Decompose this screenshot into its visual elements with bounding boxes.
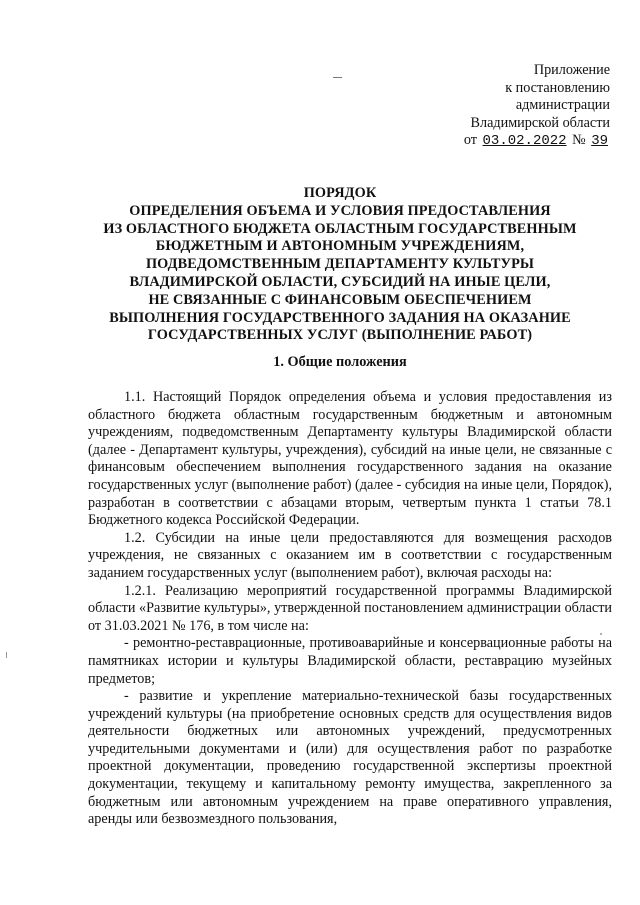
paragraph: - ремонтно-реставрационные, противоаварийные и консервационные работы на памятниках истории и культуры Владимирской области, реставрацию музейных предметов; bbox=[88, 635, 612, 687]
title-line: БЮДЖЕТНЫМ И АВТОНОМНЫМ УЧРЕЖДЕНИЯМ, bbox=[155, 238, 525, 255]
title-line: ВЛАДИМИРСКОЙ ОБЛАСТИ, СУБСИДИЙ НА ИНЫЕ ЦЕЛИ, bbox=[129, 273, 551, 290]
resolution-number: 39 bbox=[591, 133, 608, 150]
header-line: к постановлению bbox=[505, 79, 610, 96]
paragraph: 1.1. Настоящий Порядок определения объема и условия предоставления из областного бюджета областным государственным бюджетным и автономным учреждениям, подведомственным Департаменту культуры Владимирской области (далее - Департамент культуры, учреждения), субсидий на иные цели, не связанные с финансовым обеспечением выполнения государственного задания на оказание государственных услуг (выполнение работ) (далее - субсидия на иные цели, Порядок), разработан в соответствии с абзацами вторым, четвертым пункта 1 статьи 78.1 Бюджетного кодекса Российской Федерации. bbox=[88, 389, 612, 529]
header-line: Владимирской области bbox=[470, 114, 610, 131]
number-sign: № bbox=[572, 132, 586, 149]
title-line: ПОДВЕДОМСТВЕННЫМ ДЕПАРТАМЕНТУ КУЛЬТУРЫ bbox=[145, 256, 535, 273]
paragraph: 1.2.1. Реализацию мероприятий государственной программы Владимирской области «Развитие культуры», утвержденной постановлением администрации области от 31.03.2021 № 176, в том числе на: bbox=[88, 582, 612, 634]
approval-header bbox=[464, 62, 610, 151]
paragraph: - развитие и укрепление материально-технической базы государственных учреждений культуры (на приобретение основных средств для осуществления видов деятельности бюджетных или автономных учреждений, предусмотренных учредительными документами и (или) для осуществления работ по разработке проектной документации, проведению государственной экспертизы проектной документации, текущему и капитальному ремонту имущества, закрепленного за бюджетным или автономным учреждением на праве оперативного управления, аренды или безвозмездного пользования, bbox=[88, 688, 612, 828]
scan-mark bbox=[6, 652, 7, 658]
resolution-date-number bbox=[464, 132, 610, 151]
header-line: администрации bbox=[515, 97, 610, 114]
section-body bbox=[88, 389, 612, 829]
title-line: ПОРЯДОК bbox=[303, 185, 377, 201]
title-line: НЕ СВЯЗАННЫЕ С ФИНАНСОВЫМ ОБЕСПЕЧЕНИЕМ bbox=[148, 291, 532, 308]
date-prefix: от bbox=[463, 132, 477, 149]
paragraph: 1.2. Субсидии на иные цели предоставляются для возмещения расходов учреждения, не связанных с оказанием им в соответствии с государственным заданием государственных услуг (выполнением работ), включая расходы на: bbox=[88, 529, 612, 581]
resolution-date: 03.02.2022 bbox=[482, 133, 567, 150]
section-heading: 1. Общие положения bbox=[273, 354, 407, 370]
title-line: ИЗ ОБЛАСТНОГО БЮДЖЕТА ОБЛАСТНЫМ ГОСУДАРСТВЕННЫМ bbox=[103, 220, 577, 237]
document-title bbox=[60, 185, 620, 345]
title-line: ВЫПОЛНЕНИЯ ГОСУДАРСТВЕННОГО ЗАДАНИЯ НА ОКАЗАНИЕ bbox=[109, 309, 571, 326]
title-line: ОПРЕДЕЛЕНИЯ ОБЪЕМА И УСЛОВИЯ ПРЕДОСТАВЛЕНИЯ bbox=[129, 202, 551, 219]
scan-mark bbox=[333, 77, 342, 78]
title-line: ГОСУДАРСТВЕННЫХ УСЛУГ (ВЫПОЛНЕНИЕ РАБОТ) bbox=[147, 327, 533, 344]
header-line: Приложение bbox=[533, 62, 610, 78]
